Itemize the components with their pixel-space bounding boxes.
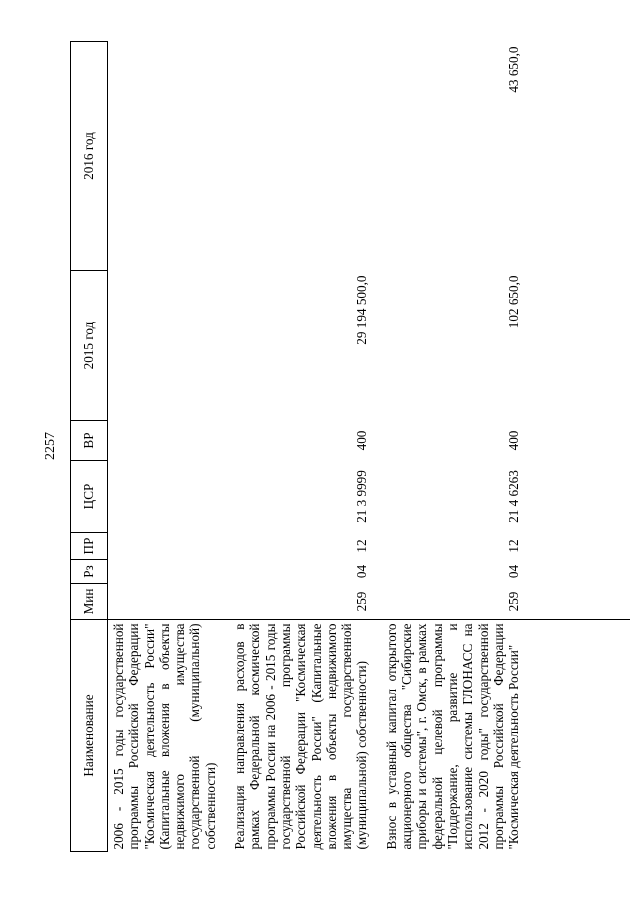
row-2016: 43 650,0	[506, 46, 522, 93]
row-name: Взнос в уставный капитал открытого акционерного общества "Сибирские приборы и системы", г. Омск, в рамках федеральной целевой программы "Поддержание, развитие и использование системы ГЛОНАСС на 2012 - 2020 годы" государственной программы Российской Федерации "Космическая деятельность России"	[383, 623, 522, 850]
table-header-row	[71, 42, 108, 852]
row-vr: 400	[506, 430, 522, 451]
header-vr: ВР	[71, 421, 108, 461]
header-rz: Рз	[71, 560, 108, 584]
header-2016: 2016 год	[71, 42, 108, 271]
row-2016	[108, 42, 219, 271]
row-name: Реализация направления расходов в рамках Федеральной космической программы России на 2006 - 2015 годы государственной программы Российской Федерации "Космическая деятельность России" (Капитальные вложения в объекты недвижимого имущества государственной (муниципальной) собственности)	[232, 623, 370, 850]
budget-table-sheet	[70, 42, 630, 852]
row-min	[108, 584, 219, 620]
header-min: Мин	[71, 584, 108, 620]
row-2016	[218, 42, 370, 271]
row-min: 259	[506, 591, 522, 612]
row-vr: 400	[354, 430, 370, 451]
page-number: 2257	[43, 432, 58, 460]
row-name: 2006 - 2015 годы государственной программы Российской Федерации "Космическая деятельность России" (Капитальные вложения в объекты недвижимого имущества государственной (муниципальной) собственности)	[111, 623, 218, 850]
row-pr	[108, 533, 219, 560]
row-rz	[108, 560, 219, 584]
row-csr	[108, 461, 219, 533]
row-min: 259	[354, 591, 370, 612]
row-vr	[108, 421, 219, 461]
header-name: Наименование	[71, 620, 108, 852]
row-csr: 21 4 6263	[506, 470, 522, 523]
row-2015: 102 650,0	[506, 275, 522, 329]
name-column-divider	[70, 619, 630, 620]
header-2015: 2015 год	[71, 271, 108, 421]
row-pr: 12	[506, 539, 522, 553]
row-rz: 04	[506, 564, 522, 579]
header-csr: ЦСР	[71, 461, 108, 533]
budget-table	[70, 41, 521, 852]
row-rz: 04	[354, 564, 370, 579]
table-row	[108, 42, 219, 852]
row-2015	[108, 271, 219, 421]
row-csr: 21 3 9999	[354, 470, 370, 523]
row-2015: 29 194 500,0	[354, 275, 370, 345]
header-pr: ПР	[71, 533, 108, 560]
row-pr: 12	[354, 539, 370, 553]
table-row	[218, 42, 370, 852]
table-row	[370, 42, 522, 852]
